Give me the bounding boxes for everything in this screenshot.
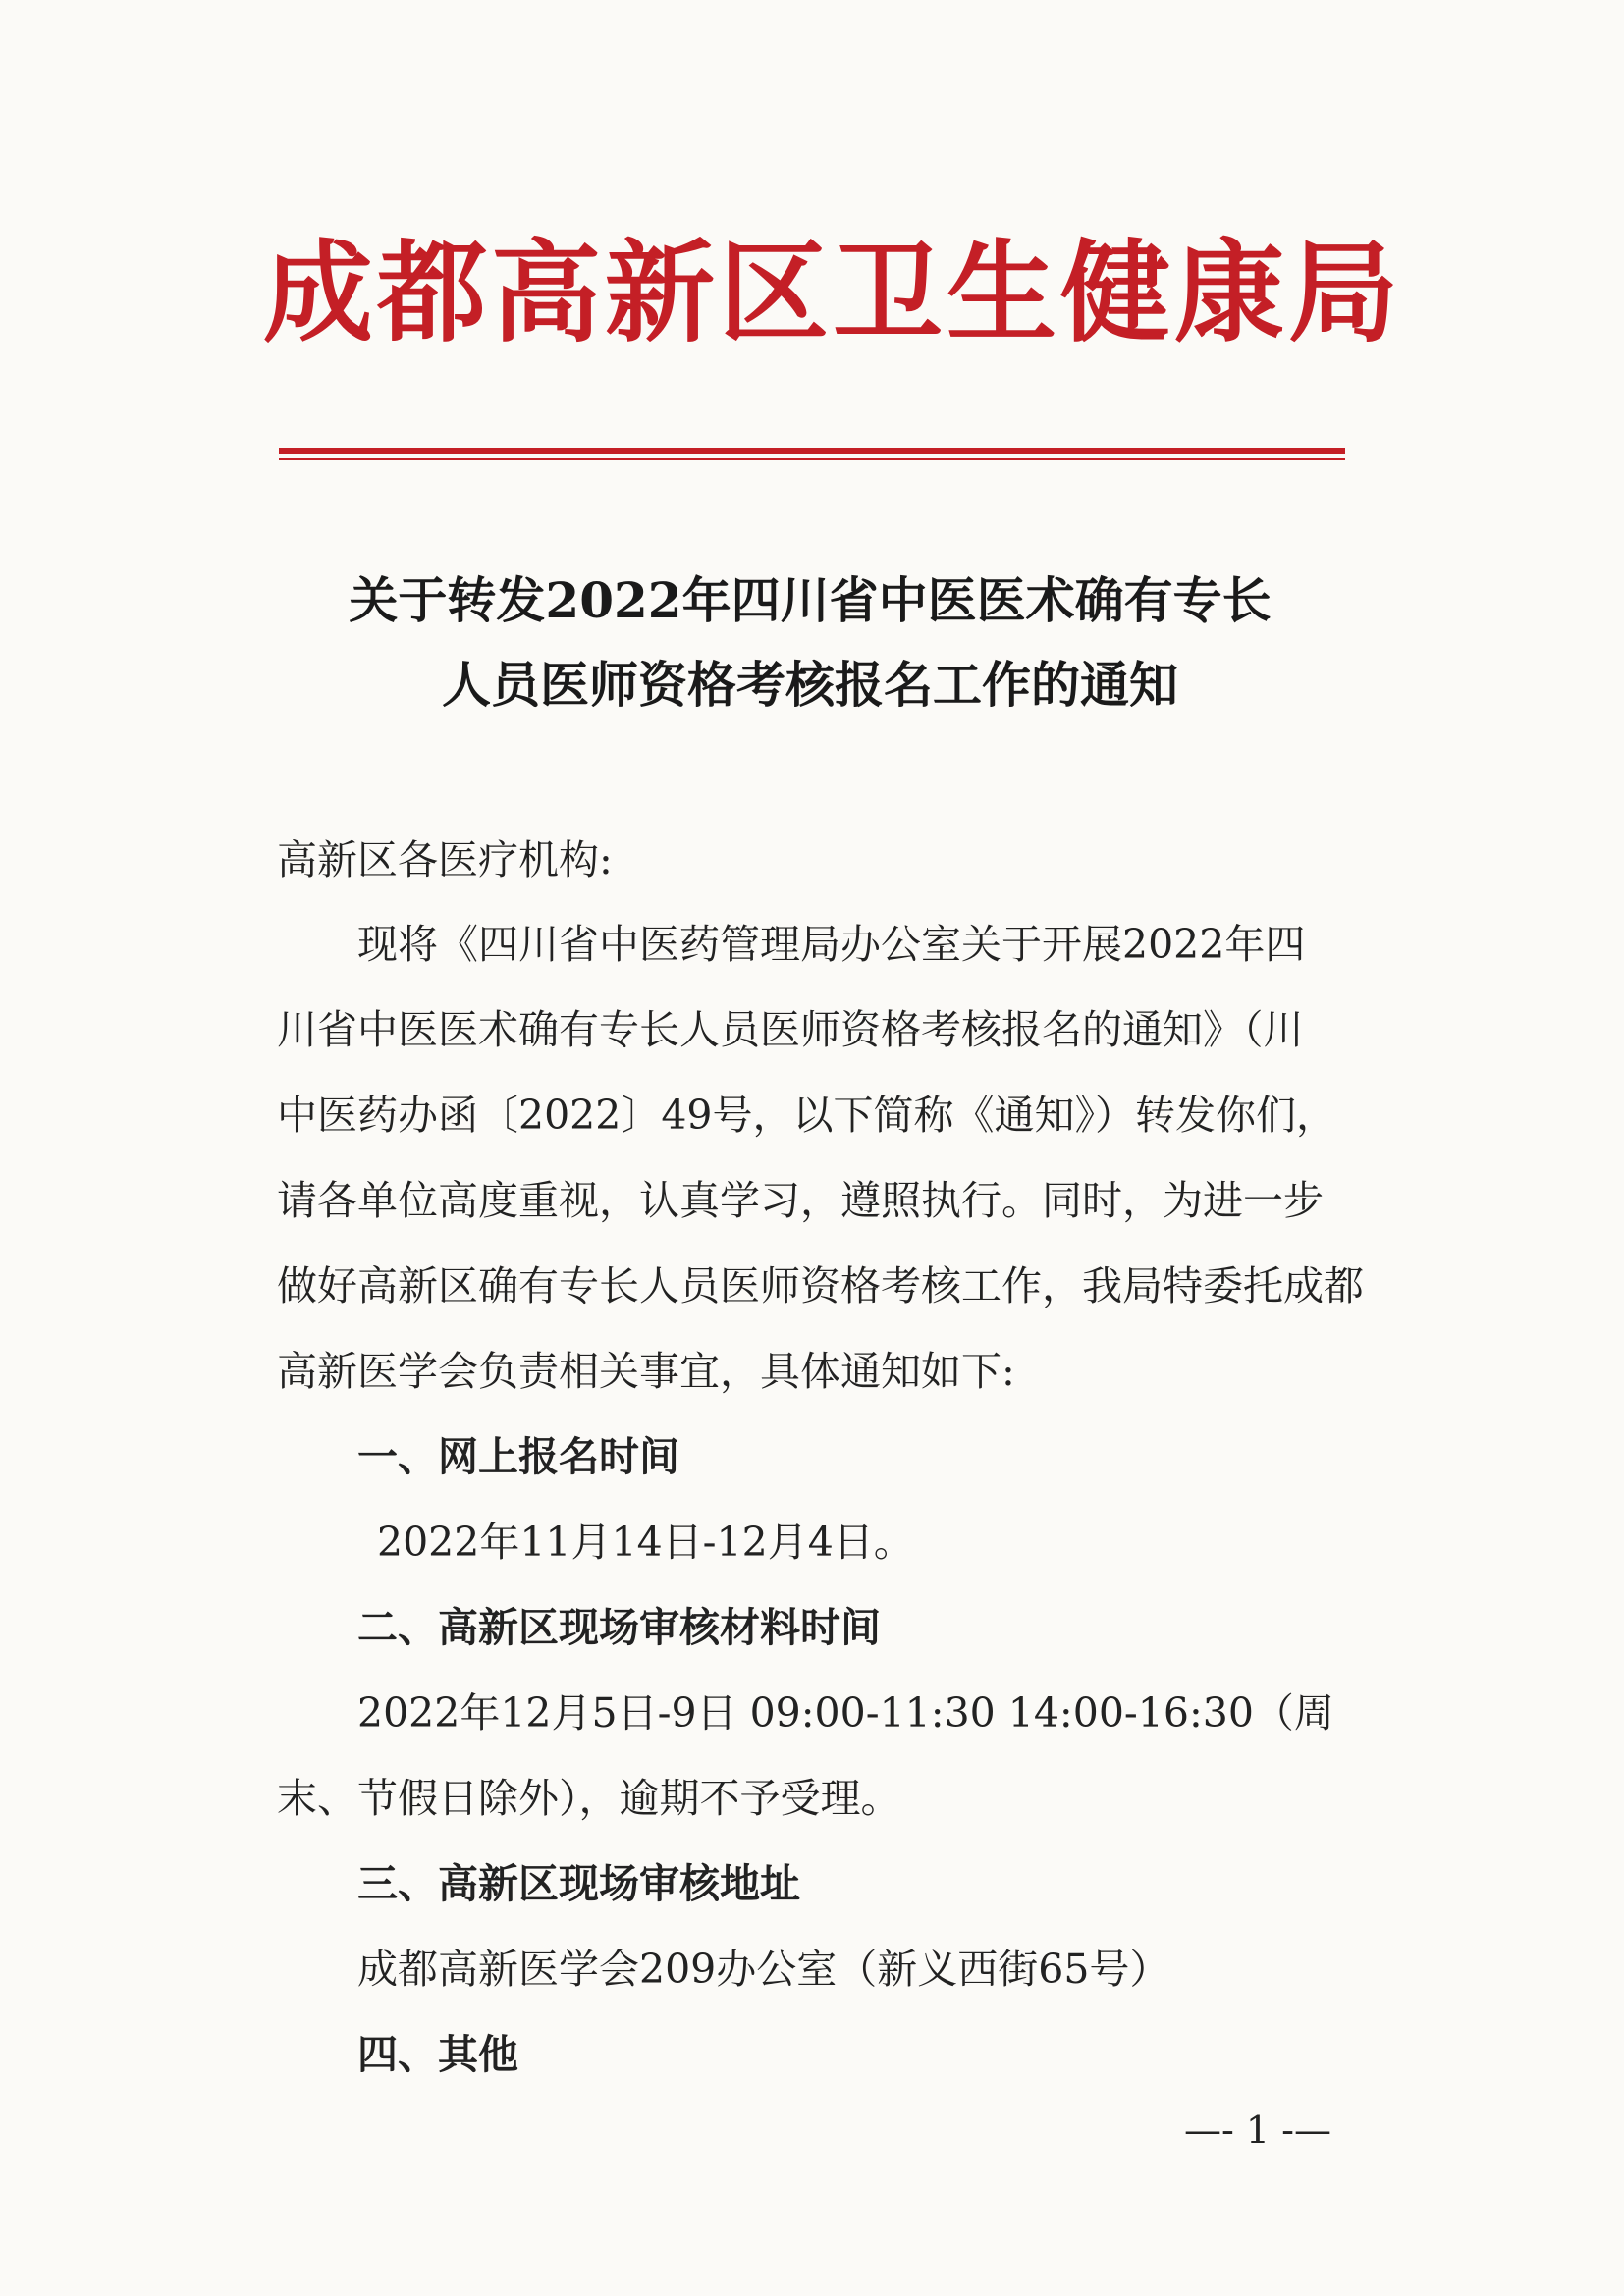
section-2-heading: 二、高新区现场审核材料时间 [357, 1604, 881, 1651]
document-title-line-1: 关于转发2022年四川省中医医术确有专长 [349, 571, 1272, 629]
section-2-text-line-1: 2022年12月5日-9日 09:00-11:30 14:00-16:30（周 [357, 1689, 1334, 1736]
section-3-text: 成都高新医学会209办公室（新义西街65号） [357, 1946, 1170, 1993]
page-number: —- 1 -— [1184, 2109, 1332, 2152]
section-2-text-line-2: 末、节假日除外），逾期不予受理。 [277, 1775, 901, 1822]
paragraph-line: 川省中医医术确有专长人员医师资格考核报名的通知》（川 [277, 1006, 1304, 1053]
section-3-heading: 三、高新区现场审核地址 [357, 1860, 800, 1907]
header-red-rule [279, 448, 1345, 454]
paragraph-line: 高新医学会负责相关事宜，具体通知如下: [277, 1348, 1015, 1395]
header-red-rule-thin [279, 458, 1345, 460]
salutation: 高新区各医疗机构: [277, 836, 613, 883]
paragraph-line: 现将《四川省中医药管理局办公室关于开展2022年四 [357, 921, 1306, 968]
paragraph-line: 中医药办函〔2022〕49号，以下简称《通知》）转发你们， [277, 1092, 1337, 1139]
document-title-line-2: 人员医师资格考核报名工作的通知 [442, 656, 1178, 714]
section-4-heading: 四、其他 [357, 2031, 518, 2078]
paragraph-line: 做好高新区确有专长人员医师资格考核工作，我局特委托成都 [277, 1262, 1364, 1309]
section-1-text: 2022年11月14日-12月4日。 [377, 1519, 914, 1566]
section-1-heading: 一、网上报名时间 [357, 1433, 679, 1480]
agency-header: 成都高新区卫生健康局 [263, 229, 1402, 357]
paragraph-line: 请各单位高度重视，认真学习，遵照执行。同时，为进一步 [277, 1177, 1324, 1224]
